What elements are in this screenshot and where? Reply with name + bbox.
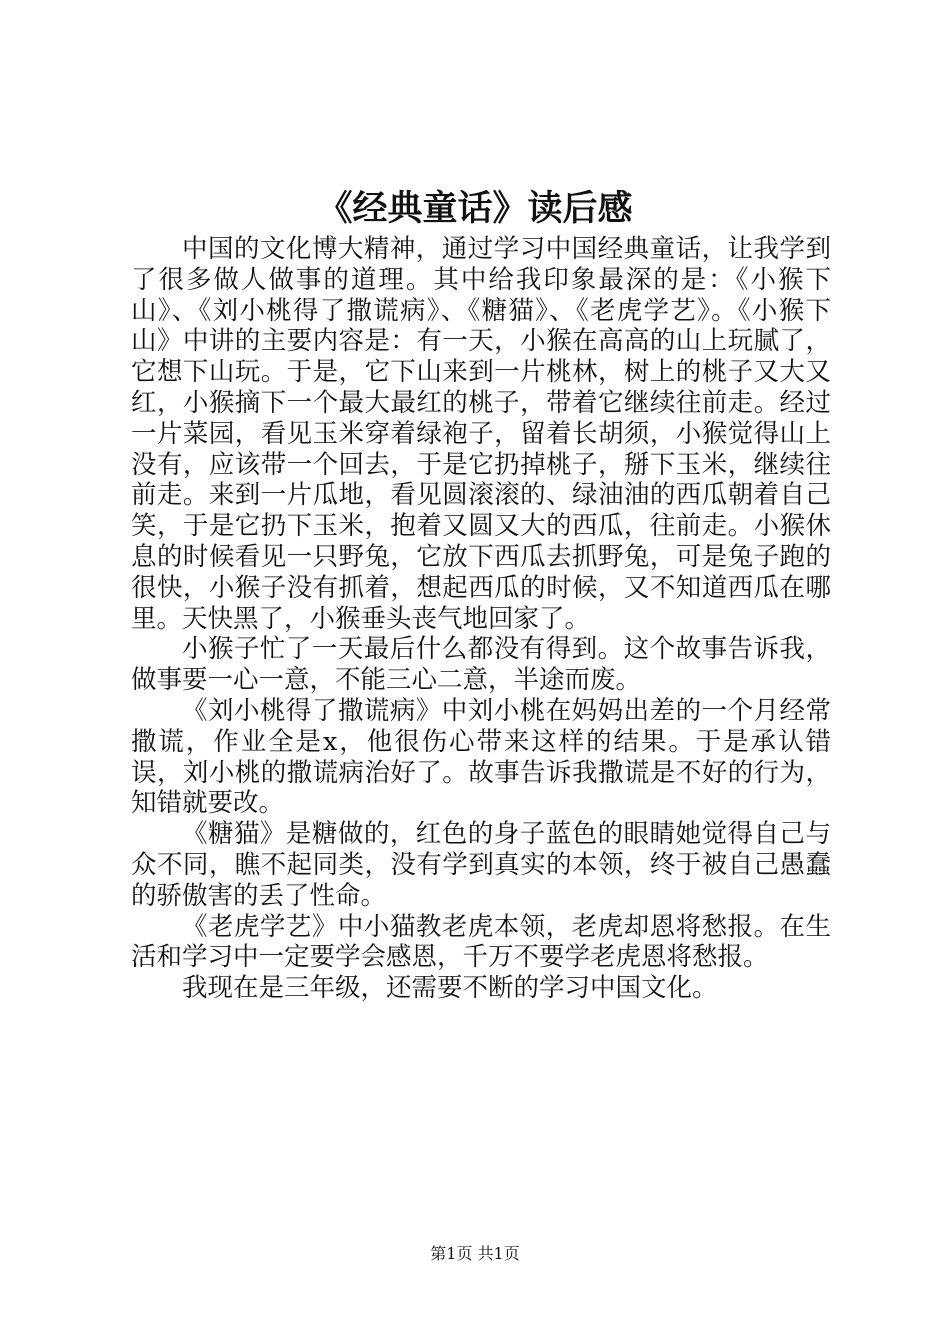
paragraph: 中国的文化博大精神，通过学习中国经典童话，让我学到了很多做人做事的道理。其中给我印象最深的是：《小猴下山》、《刘小桃得了撒谎病》、《糖猫》、《老虎学艺》。《小猴下山》中讲的主要内容是：有一天，小猴在高高的山上玩腻了，它想下山玩。于是，它下山来到一片桃林，树上的桃子又大又红，小猴摘下一个最大最红的桃子，带着它继续往前走。经过一片菜园，看见玉米穿着绿袍子，留着长胡须，小猴觉得山上没有，应该带一个回去，于是它扔掉桃子，掰下玉米，继续往前走。来到一片瓜地，看见圆滚滚的、绿油油的西瓜朝着自己笑，于是它扔下玉米，抱着又圆又大的西瓜，往前走。小猴休息的时候看见一只野兔，它放下西瓜去抓野兔，可是兔子跑的很快，小猴子没有抓着，想起西瓜的时候，又不知道西瓜在哪里。天快黑了，小猴垂头丧气地回家了。 <box>131 234 831 634</box>
paragraph: 我现在是三年级，还需要不断的学习中国文化。 <box>182 973 718 1004</box>
paragraph: 小猴子忙了一天最后什么都没有得到。这个故事告诉我，做事要一心一意，不能三心二意，半途而废。 <box>131 634 831 696</box>
paragraph: 《刘小桃得了撒谎病》中刘小桃在妈妈出差的一个月经常撒谎，作业全是x，他很伤心带来这样的结果。于是承认错误，刘小桃的撒谎病治好了。故事告诉我撒谎是不好的行为，知错就要改。 <box>131 695 831 819</box>
paragraph: 《老虎学艺》中小猫教老虎本领，老虎却恩将愁报。在生活和学习中一定要学会感恩，千万不要学老虎恩将愁报。 <box>131 911 831 973</box>
page-footer: 第1页 共1页 <box>430 1244 520 1263</box>
paragraph: 《糖猫》是糖做的，红色的身子蓝色的眼睛她觉得自己与众不同，瞧不起同类，没有学到真实的本领，终于被自己愚蠢的骄傲害的丢了性命。 <box>131 819 831 911</box>
document-body <box>131 234 831 1004</box>
document-title: 《经典童话》读后感 <box>317 188 633 229</box>
